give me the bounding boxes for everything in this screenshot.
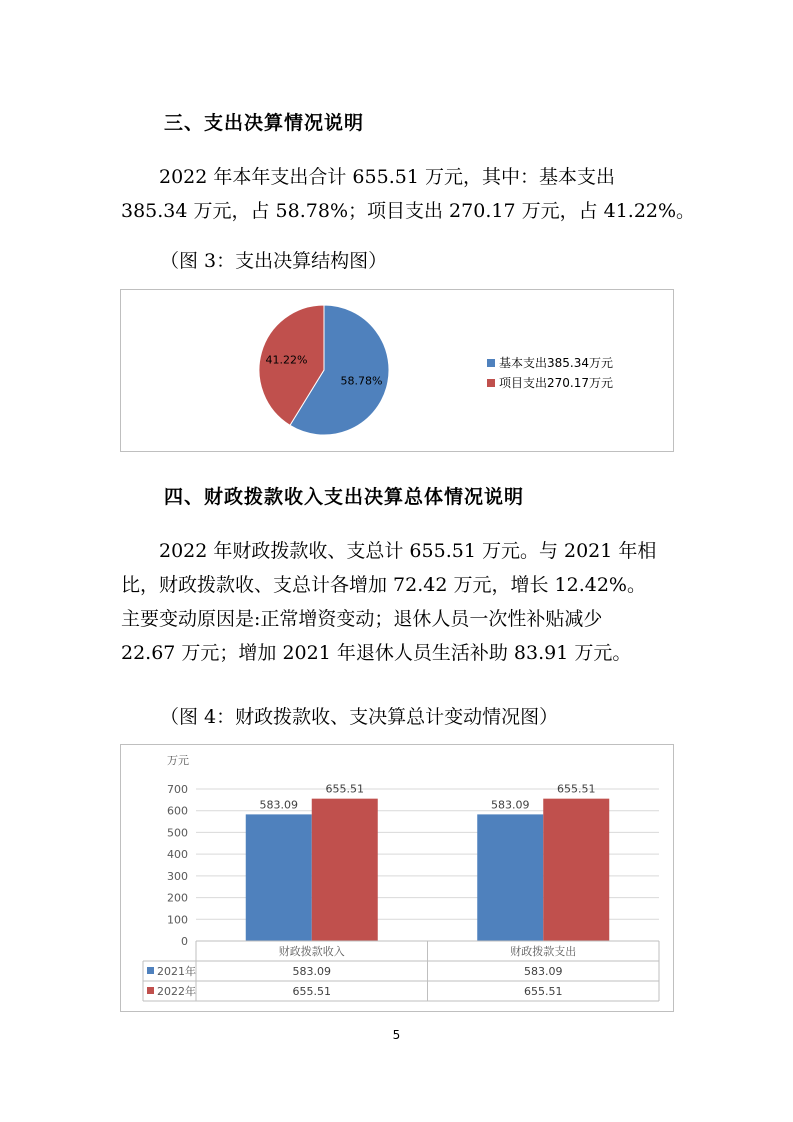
pie-legend-label-2: 项目支出270.17万元 [499, 376, 613, 390]
table-legend-key-1 [147, 967, 154, 974]
bar-1-2 [312, 799, 378, 941]
section-4-paragraph-line-2: 比，财政拨款收、支总计各增加 72.42 万元，增长 12.42%。 [121, 574, 646, 596]
bar-data-label-2-2: 655.51 [557, 782, 596, 796]
section-4-paragraph-line-4: 22.67 万元；增加 2021 年退休人员生活补助 83.91 万元。 [121, 642, 632, 664]
bar-2-1 [477, 814, 543, 941]
pie-legend-item-1 [487, 354, 613, 371]
bar-data-label-1-1: 583.09 [259, 798, 298, 812]
y-tick-label-500: 500 [167, 826, 188, 840]
pie-legend-item-2 [487, 374, 613, 391]
figure-3-caption: （图 3：支出决算结构图） [160, 250, 388, 272]
pie-data-label-1: 58.78% [340, 374, 383, 388]
table-cell-1-1: 583.09 [292, 965, 331, 978]
table-legend-key-2 [147, 987, 154, 994]
y-tick-label-0: 0 [181, 935, 188, 948]
table-cell-2-2: 655.51 [524, 985, 563, 998]
legend-swatch-blue [487, 359, 495, 367]
table-series-name-2: 2022年 [157, 985, 196, 998]
table-series-name-1: 2021年 [157, 965, 196, 978]
y-tick-label-100: 100 [167, 913, 188, 927]
table-cell-1-2: 583.09 [524, 965, 563, 978]
legend-swatch-red [487, 379, 495, 387]
bar-data-label-2-1: 583.09 [491, 798, 530, 812]
section-4-paragraph-line-3: 主要变动原因是:正常增资变动；退休人员一次性补贴减少 [121, 608, 603, 630]
y-tick-label-200: 200 [167, 891, 188, 905]
y-tick-label-700: 700 [167, 783, 188, 796]
bar-chart [121, 745, 673, 1011]
section-4-heading: 四、财政拨款收入支出决算总体情况说明 [164, 486, 525, 508]
bar-chart-frame [120, 744, 674, 1012]
y-axis-unit-label: 万元 [167, 754, 189, 767]
x-category-label-2: 财政拨款支出 [510, 945, 577, 958]
bar-1-1 [246, 814, 312, 941]
page-number: 5 [392, 1028, 401, 1042]
figure-4-caption: （图 4：财政拨款收、支决算总计变动情况图） [160, 706, 559, 728]
table-cell-2-1: 655.51 [292, 985, 331, 998]
x-category-label-1: 财政拨款收入 [278, 945, 345, 958]
section-4-paragraph-line-1: 2022 年财政拨款收、支总计 655.51 万元。与 2021 年相 [159, 540, 657, 562]
pie-data-label-2: 41.22% [265, 353, 308, 367]
bar-data-label-1-2: 655.51 [325, 782, 364, 796]
pie-chart-frame [120, 289, 674, 452]
y-tick-label-600: 600 [167, 804, 188, 818]
section-3-heading: 三、支出决算情况说明 [164, 112, 365, 134]
section-3-paragraph-line-1: 2022 年本年支出合计 655.51 万元，其中：基本支出 [159, 166, 615, 188]
y-tick-label-400: 400 [167, 848, 188, 862]
bar-2-2 [543, 799, 609, 941]
section-3-paragraph-line-2: 385.34 万元，占 58.78%；项目支出 270.17 万元，占 41.22%。 [121, 200, 696, 222]
y-tick-label-300: 300 [167, 869, 188, 883]
pie-legend-label-1: 基本支出385.34万元 [499, 356, 613, 370]
